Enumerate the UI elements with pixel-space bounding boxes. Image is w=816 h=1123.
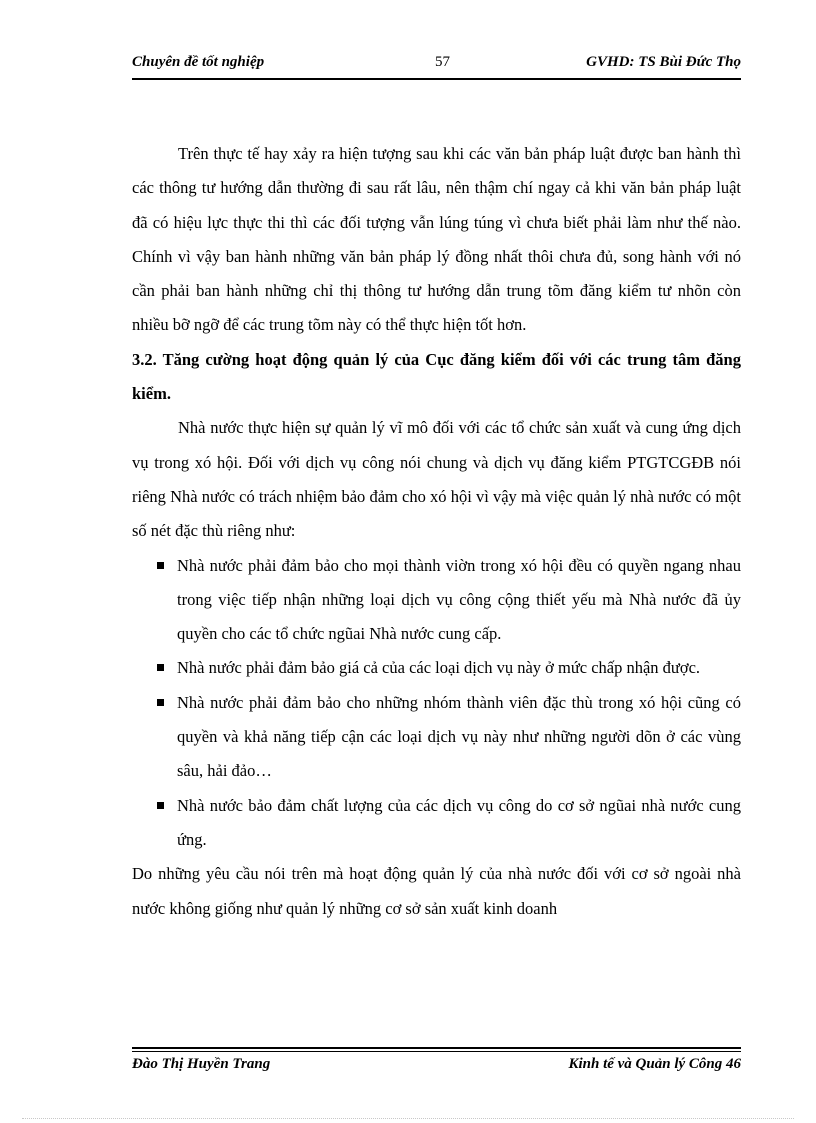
paragraph-1: Trên thực tế hay xảy ra hiện tượng sau khi các văn bản pháp luật được ban hành thì các thông tư hướng dẫn thường đi sau rất lâu, nên thậm chí ngay cả khi văn bản pháp luật đã có hiệu lực thực thi thì các đối tượng vẫn lúng túng vì chưa biết phải làm như thế nào. Chính vì vậy ban hành những văn bản pháp lý đồng nhất thôi chưa đủ, song hành với nó cần phải ban hành những chỉ thị thông tư hướng dẫn trung tõm đăng kiểm tư nhõn còn nhiều bỡ ngỡ để các trung tõm này có thể thực hiện tốt hơn. bbox=[132, 144, 741, 335]
list-item-text: Nhà nước bảo đảm chất lượng của các dịch vụ công do cơ sở ngũai nhà nước cung ứng. bbox=[177, 795, 741, 849]
footer-author: Đào Thị Huyền Trang bbox=[132, 1056, 271, 1072]
list-item-text: Nhà nước phải đảm bảo cho những nhóm thành viên đặc thù trong xó hội cũng có quyền và khả năng tiếp cận các loại dịch vụ này như những người dõn ở các vùng sâu, hải đảo… bbox=[177, 692, 741, 781]
page-body bbox=[132, 137, 741, 926]
list-item bbox=[132, 651, 741, 685]
page-edge-divider bbox=[22, 1118, 794, 1119]
square-bullet-icon bbox=[157, 802, 164, 809]
square-bullet-icon bbox=[157, 664, 164, 671]
footer-rule-thin bbox=[132, 1051, 741, 1052]
section-heading: 3.2. Tăng cường hoạt động quản lý của Cục đăng kiểm đối với các trung tâm đăng kiểm. bbox=[132, 349, 741, 404]
square-bullet-icon bbox=[157, 699, 164, 706]
header-advisor: GVHD: TS Bùi Đức Thọ bbox=[586, 54, 741, 70]
footer-rule bbox=[132, 1047, 741, 1049]
page-header bbox=[132, 52, 741, 76]
list-item bbox=[132, 789, 741, 858]
header-rule bbox=[132, 78, 741, 80]
bullet-list bbox=[132, 549, 741, 858]
list-item-text: Nhà nước phải đảm bảo cho mọi thành viờn trong xó hội đều có quyền ngang nhau trong việc tiếp nhận những loại dịch vụ công cộng thiết yếu mà Nhà nước đã ủy quyền cho các tổ chức ngũai Nhà nước cung cấp. bbox=[177, 555, 741, 644]
header-doc-title: Chuyên đề tốt nghiệp bbox=[132, 54, 265, 70]
paragraph-2: Nhà nước thực hiện sự quản lý vĩ mô đối với các tổ chức sản xuất và cung ứng dịch vụ trong xó hội. Đối với dịch vụ công nói chung và dịch vụ đăng kiểm PTGTCGĐB nói riêng Nhà nước có trách nhiệm bảo đảm cho xó hội vì vậy mà việc quản lý nhà nước có một số nét đặc thù riêng như: bbox=[132, 418, 741, 541]
list-item-text: Nhà nước phải đảm bảo giá cả của các loại dịch vụ này ở mức chấp nhận được. bbox=[177, 658, 701, 678]
paragraph-3: Do những yêu cầu nói trên mà hoạt động quản lý của nhà nước đối với cơ sở ngoài nhà nước không giống như quản lý những cơ sở sản xuất kinh doanh bbox=[132, 864, 741, 918]
page-footer bbox=[132, 1054, 741, 1076]
page-number: 57 bbox=[435, 54, 450, 70]
footer-course: Kinh tế và Quản lý Công 46 bbox=[568, 1056, 741, 1072]
list-item bbox=[132, 686, 741, 789]
square-bullet-icon bbox=[157, 562, 164, 569]
list-item bbox=[132, 549, 741, 652]
